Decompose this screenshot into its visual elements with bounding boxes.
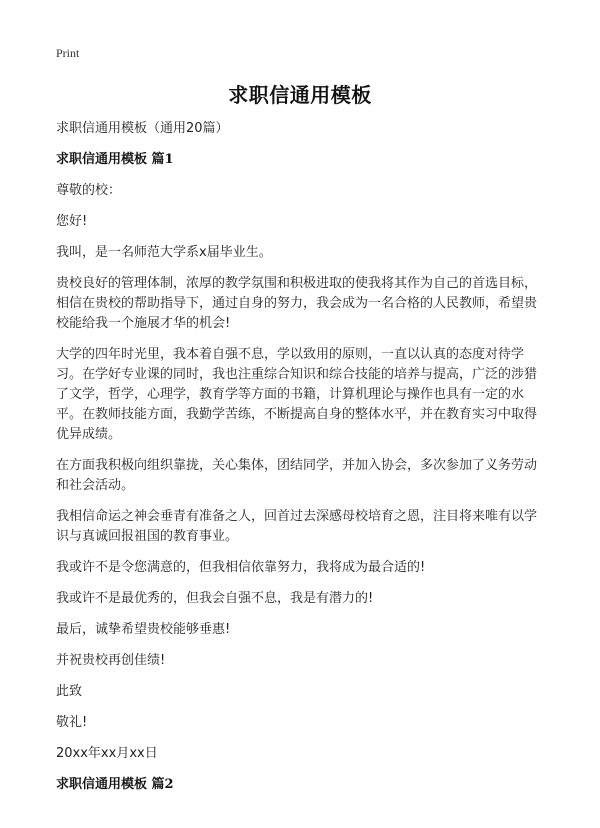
salutation-1: 此致 — [56, 684, 83, 699]
belief-paragraph: 我相信命运之神会垂青有准备之人，回首过去深感母校培育之恩，注目将来唯有以学识与真诚回报祖国的教育事业。 — [56, 509, 538, 544]
salutation-2: 敬礼! — [56, 715, 88, 730]
closing-paragraph-2: 我或许不是最优秀的，但我会自强不息，我是有潜力的! — [56, 591, 374, 606]
closing-paragraph-3: 最后，诚挚希望贵校能够垂惠! — [56, 622, 231, 637]
print-label: Print — [56, 46, 80, 60]
section-heading-1: 求职信通用模板 篇1 — [56, 152, 174, 167]
motivation-paragraph: 贵校良好的管理体制，浓厚的教学氛围和积极进取的使我将其作为自己的首选目标，相信在贵校的帮助指导下，通过自身的努力，我会成为一名合格的人民教师，希望贵校能给我一个施展才华的机会! — [56, 276, 538, 331]
wish-paragraph: 并祝贵校再创佳绩! — [56, 653, 166, 668]
date-line: 20xx年xx月xx日 — [56, 746, 158, 761]
page-title: 求职信通用模板 — [228, 83, 372, 107]
hello-paragraph: 您好! — [56, 214, 88, 229]
education-paragraph: 大学的四年时光里，我本着自强不息，学以致用的原则，一直以认真的态度对待学习。在学好专业课的同时，我也注重综合知识和综合技能的培养与提高，广泛的涉猎了文学，哲学，心理学，教育学等方面的书籍，计算机理论与操作也具有一定的水平。在教师技能方面，我勤学苦练，不断提高自身的整体水平，并在教育实习中取得优异成绩。 — [56, 347, 538, 442]
greeting-paragraph: 尊敬的校： — [56, 183, 122, 198]
activities-paragraph: 在方面我积极向组织靠拢，关心集体，团结同学，并加入协会，多次参加了义务劳动和社会活动。 — [56, 458, 538, 493]
closing-paragraph-1: 我或许不是令您满意的，但我相信依靠努力，我将成为最合适的! — [56, 560, 426, 575]
document-content — [56, 119, 548, 806]
document-subtitle: 求职信通用模板（通用20篇） — [56, 121, 229, 136]
section-heading-2: 求职信通用模板 篇2 — [56, 777, 174, 792]
intro-paragraph: 我叫，是一名师范大学系x届毕业生。 — [56, 245, 272, 260]
